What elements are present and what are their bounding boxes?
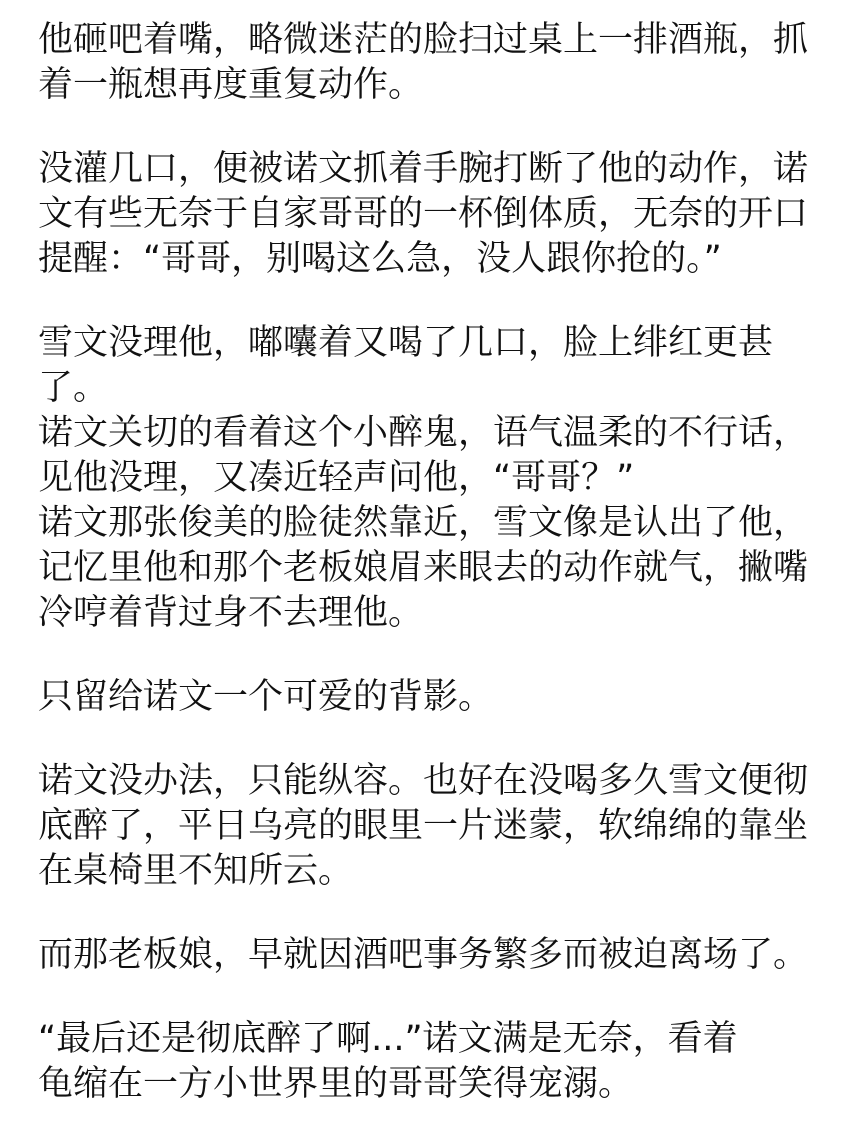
- text-line: “最后还是彻底醉了啊...”诺文满是无奈，看着: [38, 1019, 738, 1059]
- text-line: 提醒：“哥哥，别喝这么急，没人跟你抢的。”: [38, 239, 722, 279]
- text-line: 在桌椅里不知所云。: [38, 851, 354, 891]
- text-line: 没灌几口，便被诺文抓着手腕打断了他的动作，诺: [38, 149, 809, 189]
- text-line: 着一瓶想再度重复动作。: [38, 65, 424, 105]
- text-line: 龟缩在一方小世界里的哥哥笑得宠溺。: [38, 1064, 634, 1104]
- text-line: 见他没理，又凑近轻声问他，“哥哥？”: [38, 458, 635, 498]
- text-line: 诺文没办法，只能纵容。也好在没喝多久雪文便彻: [38, 761, 809, 801]
- text-line: 底醉了，平日乌亮的眼里一片迷蒙，软绵绵的靠坐: [38, 806, 809, 846]
- text-line: 诺文关切的看着这个小醉鬼，语气温柔的不行话，: [38, 413, 809, 453]
- text-line: 他砸吧着嘴，略微迷茫的脸扫过桌上一排酒瓶，抓: [38, 20, 809, 60]
- text-line: 诺文那张俊美的脸徒然靠近，雪文像是认出了他，: [38, 503, 809, 543]
- text-line: 了。: [38, 368, 109, 408]
- text-line: 而那老板娘，早就因酒吧事务繁多而被迫离场了。: [38, 935, 809, 975]
- text-line: 记忆里他和那个老板娘眉来眼去的动作就气，撇嘴: [38, 548, 809, 588]
- text-line: 冷哼着背过身不去理他。: [38, 593, 424, 633]
- text-line: 文有些无奈于自家哥哥的一杯倒体质，无奈的开口: [38, 194, 809, 234]
- text-line: 只留给诺文一个可爱的背影。: [38, 677, 494, 717]
- text-line: 雪文没理他，嘟囔着又喝了几口，脸上绯红更甚: [38, 323, 774, 363]
